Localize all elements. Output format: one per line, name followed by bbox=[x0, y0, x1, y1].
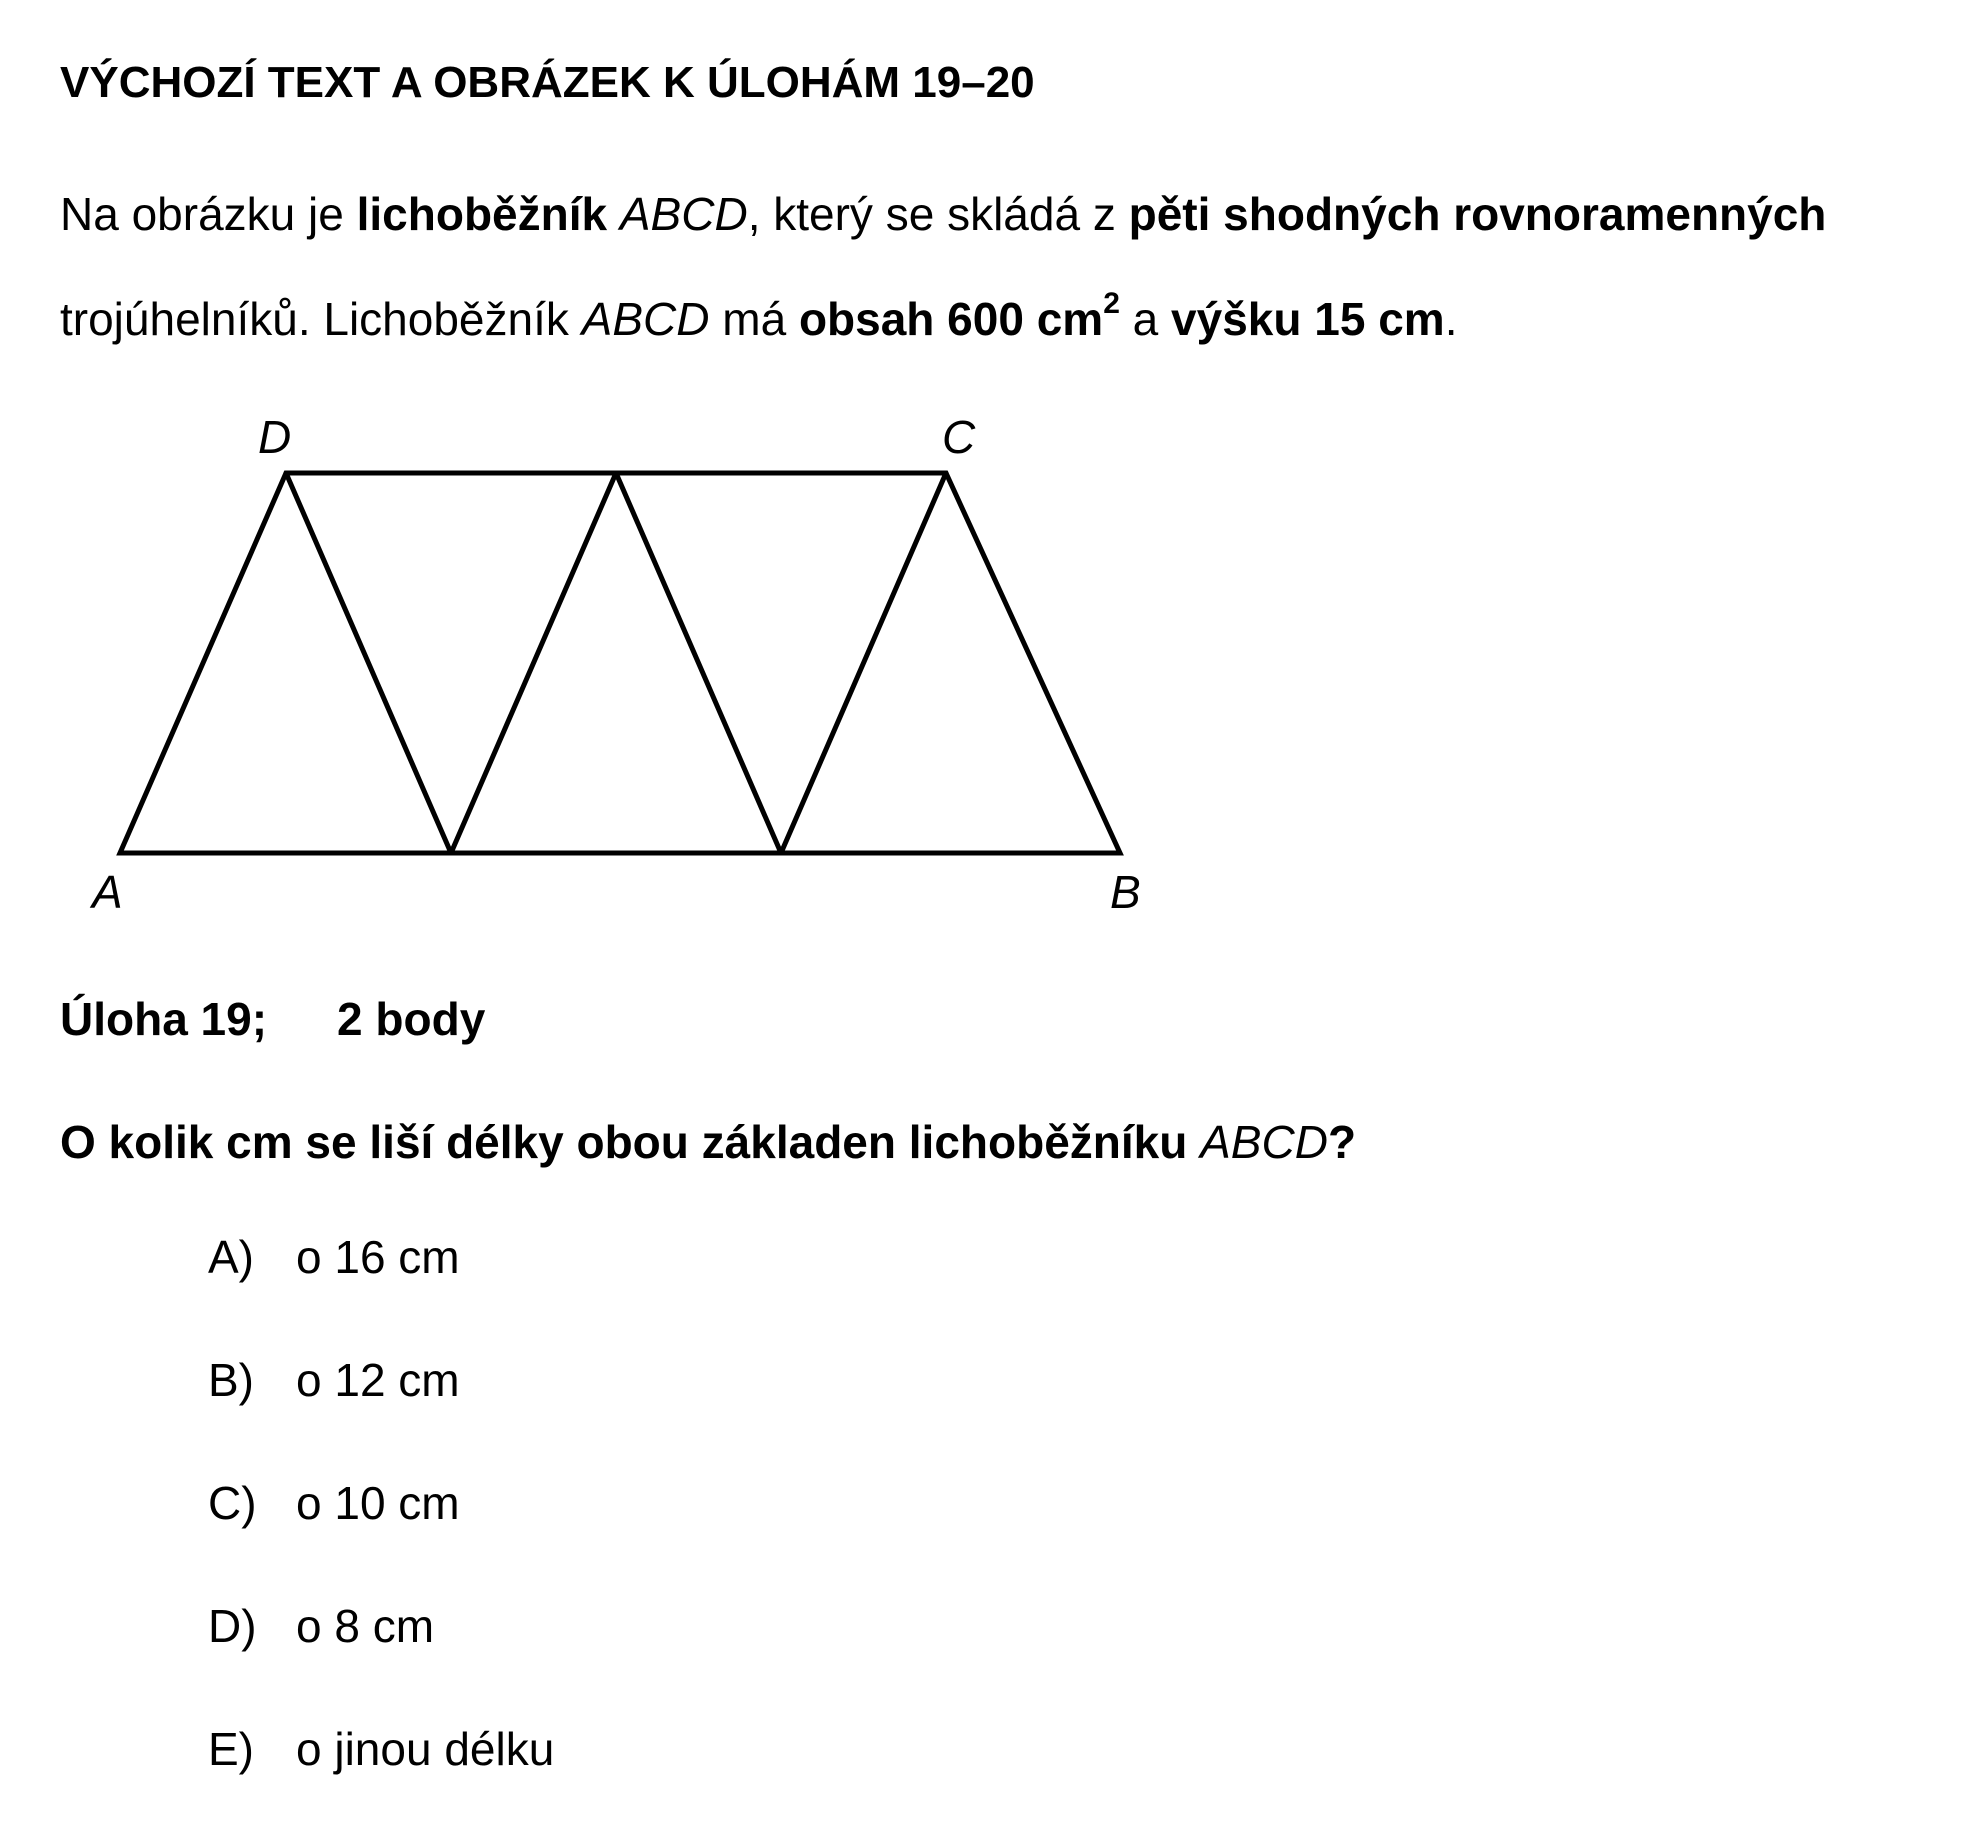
option-text: o 8 cm bbox=[296, 1600, 435, 1652]
intro-bold-triangles: pěti shodných rovnoramenných bbox=[1128, 188, 1827, 240]
intro-text-part: má bbox=[709, 293, 799, 345]
option-text: o 16 cm bbox=[296, 1231, 460, 1283]
option-letter: C) bbox=[208, 1477, 257, 1529]
question-italic-abcd: ABCD bbox=[1200, 1116, 1328, 1168]
answer-options bbox=[208, 1230, 554, 1845]
intro-italic-abcd: ABCD bbox=[619, 188, 748, 240]
inner-segment bbox=[286, 473, 451, 853]
task-label: Úloha 19; bbox=[60, 993, 268, 1045]
section-heading: VÝCHOZÍ TEXT A OBRÁZEK K ÚLOHÁM 19–20 bbox=[60, 58, 1035, 107]
task-header bbox=[60, 992, 485, 1046]
intro-text-part: trojúhelníků. Lichoběžník bbox=[60, 293, 582, 345]
trapezoid-diagram bbox=[80, 400, 1160, 940]
intro-text-part: a bbox=[1119, 293, 1172, 345]
intro-text-part: . bbox=[1444, 293, 1458, 345]
option-letter: D) bbox=[208, 1600, 257, 1652]
inner-segment bbox=[616, 473, 781, 853]
intro-bold-trapezoid: lichoběžník bbox=[356, 188, 608, 240]
option-letter: E) bbox=[208, 1723, 254, 1775]
inner-segment bbox=[451, 473, 616, 853]
intro-line-2 bbox=[60, 267, 1960, 372]
question-text bbox=[60, 1115, 1356, 1169]
option-letter: B) bbox=[208, 1354, 254, 1406]
answer-option-d[interactable] bbox=[208, 1599, 554, 1722]
option-letter: A) bbox=[208, 1231, 254, 1283]
trapezoid-outline bbox=[120, 473, 1120, 853]
vertex-label-d: D bbox=[258, 411, 292, 463]
question-end: ? bbox=[1327, 1116, 1357, 1168]
intro-text-part bbox=[607, 188, 620, 240]
vertex-label-a: A bbox=[92, 866, 123, 918]
option-text: o 12 cm bbox=[296, 1354, 460, 1406]
intro-bold-area: obsah 600 cm bbox=[798, 293, 1104, 345]
vertex-label-b: B bbox=[1110, 866, 1141, 918]
area-exponent: 2 bbox=[1103, 287, 1120, 320]
answer-option-e[interactable] bbox=[208, 1722, 554, 1845]
answer-option-b[interactable] bbox=[208, 1353, 554, 1476]
intro-text bbox=[60, 162, 1960, 372]
intro-line-1 bbox=[60, 162, 1960, 267]
answer-option-c[interactable] bbox=[208, 1476, 554, 1599]
answer-option-a[interactable] bbox=[208, 1230, 554, 1353]
intro-italic-abcd: ABCD bbox=[581, 293, 710, 345]
intro-text-part: , který se skládá z bbox=[747, 188, 1129, 240]
trapezoid-figure bbox=[80, 400, 1160, 940]
vertex-label-c: C bbox=[942, 411, 976, 463]
option-text: o 10 cm bbox=[296, 1477, 460, 1529]
inner-segment bbox=[781, 473, 946, 853]
intro-bold-height: výšku 15 cm bbox=[1171, 293, 1445, 345]
question-main: O kolik cm se liší délky obou základen lichoběžníku bbox=[60, 1116, 1201, 1168]
option-text: o jinou délku bbox=[296, 1723, 555, 1775]
task-points: 2 body bbox=[337, 993, 486, 1045]
intro-text-part: Na obrázku je bbox=[60, 188, 357, 240]
